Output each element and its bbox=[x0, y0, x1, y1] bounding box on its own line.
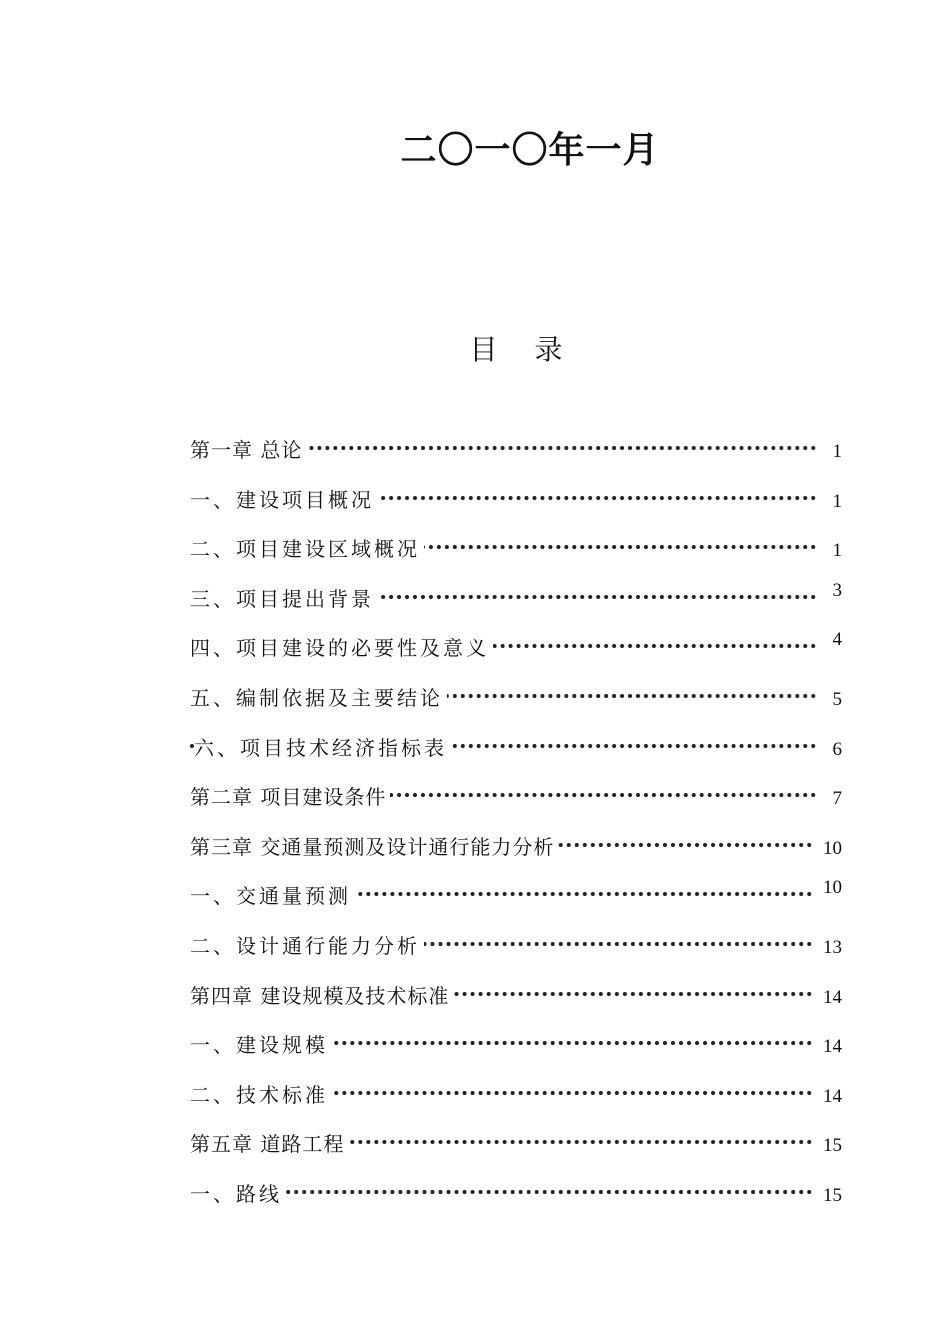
toc-entry-label: 二、技术标准 bbox=[190, 1079, 332, 1111]
toc-entry-chapter-3[interactable] bbox=[190, 829, 842, 879]
toc-entry-page-number: 14 bbox=[821, 1081, 842, 1113]
toc-entry-page-number: 1 bbox=[831, 535, 843, 567]
toc-entry-page-number: 15 bbox=[821, 1180, 842, 1212]
toc-entry-section-1-5[interactable] bbox=[190, 680, 842, 730]
toc-entry-page-number: 1 bbox=[831, 436, 843, 468]
toc-entry-page-number: 14 bbox=[821, 982, 842, 1014]
toc-entry-label: 一、建设规模 bbox=[190, 1029, 332, 1061]
toc-entry-page-number: 10 bbox=[821, 872, 842, 904]
toc-entry-section-1-4[interactable] bbox=[190, 630, 842, 680]
toc-entry-label: 四、项目建设的必要性及意义 bbox=[190, 632, 493, 664]
toc-entry-section-4-1[interactable] bbox=[190, 1027, 842, 1077]
toc-entry-label: 五、编制依据及主要结论 bbox=[190, 682, 447, 714]
document-date-heading: 二〇一〇年一月 bbox=[400, 130, 660, 171]
toc-entry-page-number: 7 bbox=[831, 783, 843, 815]
toc-entry-section-1-1[interactable] bbox=[190, 482, 842, 532]
toc-entry-label: 一、路线 bbox=[190, 1178, 286, 1210]
toc-entry-section-3-2[interactable] bbox=[190, 928, 842, 978]
toc-entry-chapter-2[interactable] bbox=[190, 779, 842, 829]
toc-entry-label: 一、建设项目概况 bbox=[190, 484, 378, 516]
toc-entry-section-5-1[interactable] bbox=[190, 1176, 842, 1226]
toc-entry-chapter-1[interactable] bbox=[190, 432, 842, 482]
toc-entry-page-number: 15 bbox=[821, 1130, 842, 1162]
toc-entry-page-number: 10 bbox=[821, 833, 842, 865]
toc-entry-page-number: 13 bbox=[821, 932, 842, 964]
toc-entry-page-number: 1 bbox=[831, 486, 843, 518]
toc-entry-label: 第二章 项目建设条件 bbox=[190, 781, 390, 813]
toc-entry-page-number: 3 bbox=[831, 575, 843, 607]
toc-title: 目 录 bbox=[469, 333, 577, 366]
toc-entry-chapter-4[interactable] bbox=[190, 978, 842, 1028]
toc-entry-chapter-5[interactable] bbox=[190, 1126, 842, 1176]
toc-entry-section-1-6[interactable] bbox=[190, 730, 842, 780]
toc-entry-page-number: 6 bbox=[831, 734, 843, 766]
toc-entry-section-4-2[interactable] bbox=[190, 1077, 842, 1127]
toc-entry-section-3-1[interactable] bbox=[190, 878, 842, 928]
toc-entry-label: 三、项目提出背景 bbox=[190, 583, 378, 615]
toc-entry-label: 第三章 交通量预测及设计通行能力分析 bbox=[190, 831, 558, 863]
toc-entry-page-number: 14 bbox=[821, 1031, 842, 1063]
toc-entry-section-1-2[interactable] bbox=[190, 531, 842, 581]
toc-entry-label: 第一章 总论 bbox=[190, 434, 306, 466]
toc-entry-label: 一、交通量预测 bbox=[190, 880, 355, 912]
table-of-contents bbox=[190, 432, 842, 1226]
toc-entry-label: 二、设计通行能力分析 bbox=[190, 930, 424, 962]
toc-entry-label: 二、项目建设区域概况 bbox=[190, 533, 424, 565]
toc-entry-page-number: 4 bbox=[831, 624, 843, 656]
toc-entry-label: 六、项目技术经济指标表 bbox=[194, 732, 451, 764]
toc-entry-section-1-3[interactable] bbox=[190, 581, 842, 631]
toc-entry-label: 第四章 建设规模及技术标准 bbox=[190, 980, 453, 1012]
toc-entry-label: 第五章 道路工程 bbox=[190, 1128, 348, 1160]
toc-entry-page-number: 5 bbox=[831, 684, 843, 716]
